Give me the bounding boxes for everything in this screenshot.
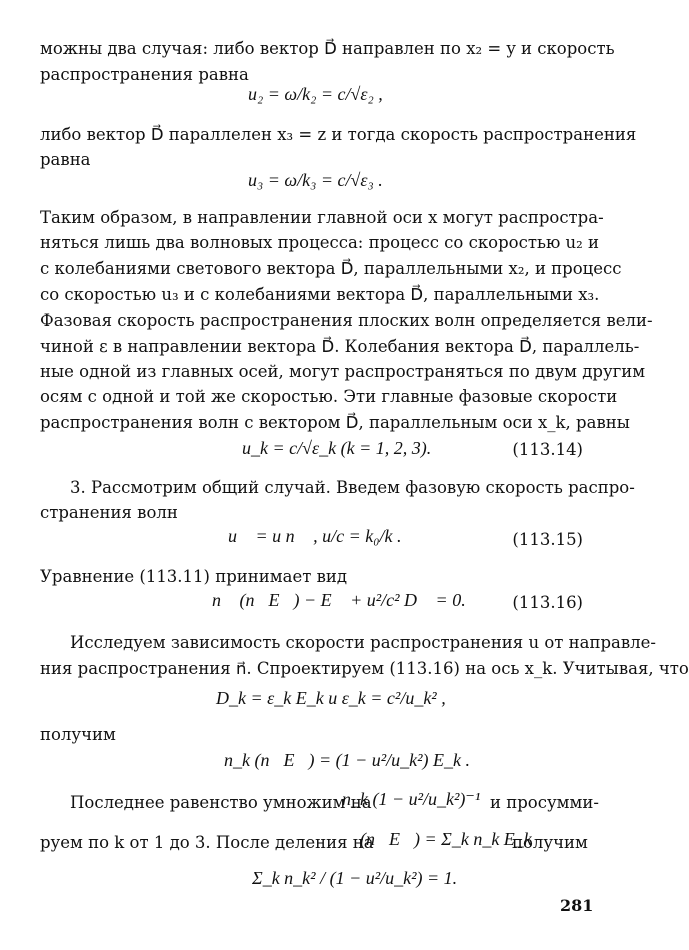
text-line: ные одной из главных осей, могут распространяться по двум другим — [40, 362, 646, 381]
text-line: руем по k от 1 до 3. После деления на — [40, 833, 374, 852]
equation-final: Σ_k n_k² / (1 − u²/u_k²) = 1. — [252, 868, 458, 888]
text-line: Фазовая скорость распространения плоских волн определяется вели- — [40, 311, 653, 330]
text-line: равна — [40, 150, 91, 169]
text-line: Исследуем зависимость скорости распространения u от направле- — [70, 633, 656, 652]
equation-u3: u₃ = ω/k₃ = c/√ε₃ . — [248, 170, 383, 190]
equation-constitutive: D_k = ε_k E_k и ε_k = c²/u_k² , — [216, 688, 446, 708]
text-line: осям с одной и той же скоростью. Эти главные фазовые скорости — [40, 387, 618, 406]
text-line: либо вектор D⃗ параллелен x₃ = z и тогда скорость распространения — [40, 125, 637, 144]
text-line: ния распространения n⃗. Спроектируем (113.16) на ось x_k. Учитывая, что — [40, 659, 689, 678]
equation-uk: u_k = c/√ε_k (k = 1, 2, 3). — [242, 438, 432, 458]
text-line: Уравнение (113.11) принимает вид — [40, 567, 348, 586]
equation-number: (113.14) — [512, 440, 583, 459]
equation-number: (113.16) — [512, 593, 583, 612]
equation-main: n⃗ (n⃗E⃗) − E⃗ + u²/c² D⃗ = 0. — [212, 590, 466, 610]
text-line: распространения волн с вектором D⃗, параллельным оси x_k, равны — [40, 413, 630, 432]
text-line: можны два случая: либо вектор D⃗ направлен по x₂ = y и скорость — [40, 39, 615, 58]
equation-number: (113.15) — [512, 530, 583, 549]
equation-u2: u₂ = ω/k₂ = c/√ε₂ , — [248, 84, 383, 104]
page-number: 281 — [560, 896, 594, 915]
text-line: Последнее равенство умножим на — [70, 793, 372, 812]
equation-projection: n_k (n⃗E⃗) = (1 − u²/u_k²) E_k . — [224, 750, 471, 770]
text-line: чиной ε в направлении вектора D⃗. Колебания вектора D⃗, параллель- — [40, 337, 640, 356]
text-line: с колебаниями светового вектора D⃗, параллельными x₂, и процесс — [40, 259, 622, 278]
text-line: Таким образом, в направлении главной оси x могут распростра- — [40, 208, 604, 227]
equation-dot-product: (n⃗E⃗) = Σ_k n_k E_k — [360, 829, 532, 849]
text-line: получим — [512, 833, 588, 852]
text-line: со скоростью u₃ и с колебаниями вектора D⃗, параллельными x₃. — [40, 285, 600, 304]
text-line: няться лишь два волновых процесса: процесс со скоростью u₂ и — [40, 233, 600, 252]
text-line: 3. Рассмотрим общий случай. Введем фазовую скорость распро- — [70, 478, 635, 497]
equation-phase-velocity: u⃗ = u n⃗ , u/c = k₀/k . — [228, 526, 402, 546]
equation-multiplier: n_k (1 − u²/u_k²)⁻¹ — [342, 789, 481, 809]
text-line: и просумми- — [490, 793, 599, 812]
text-line: распространения равна — [40, 65, 249, 84]
text-line: получим — [40, 725, 116, 744]
text-line: странения волн — [40, 503, 178, 522]
